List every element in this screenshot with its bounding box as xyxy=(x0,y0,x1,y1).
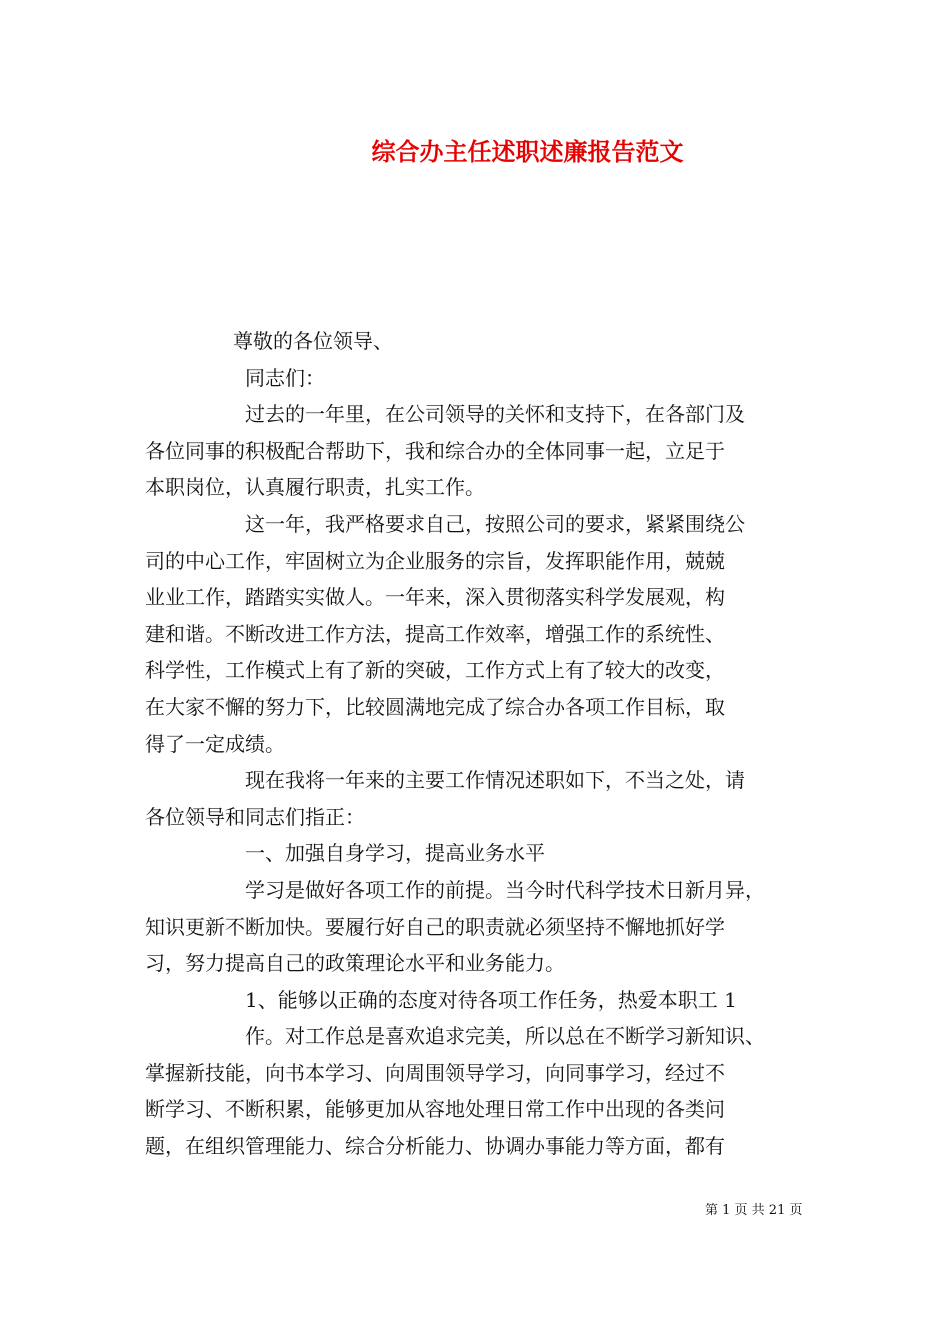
paragraph-line: 业业工作，踏踏实实做人。一年来，深入贯彻落实科学发展观，构 xyxy=(145,585,725,610)
paragraph-line: 作。对工作总是喜欢追求完美，所以总在不断学习新知识、 xyxy=(245,1024,765,1049)
paragraph-line: 1、能够以正确的态度对待各项工作任务，热爱本职工 1 xyxy=(245,987,737,1012)
document-title: 综合办主任述职述廉报告范文 xyxy=(371,137,684,166)
section-heading: 一、加强自身学习，提高业务水平 xyxy=(245,841,545,866)
paragraph-line: 学习是做好各项工作的前提。当今时代科学技术日新月异， xyxy=(245,877,765,902)
paragraph-line: 现在我将一年来的主要工作情况述职如下，不当之处，请 xyxy=(245,768,745,793)
paragraph-line: 本职岗位，认真履行职责，扎实工作。 xyxy=(145,475,485,500)
paragraph-line: 知识更新不断加快。要履行好自己的职责就必须坚持不懈地抓好学 xyxy=(145,914,725,939)
paragraph-line: 各位同事的积极配合帮助下，我和综合办的全体同事一起，立足于 xyxy=(145,438,725,463)
paragraph-line: 科学性，工作模式上有了新的突破，工作方式上有了较大的改变， xyxy=(145,658,725,683)
salutation-line: 尊敬的各位领导、 xyxy=(233,329,393,353)
salutation-line: 同志们： xyxy=(245,365,325,390)
paragraph-line: 这一年，我严格要求自己，按照公司的要求，紧紧围绕公 xyxy=(245,511,745,536)
page-number: 第 1 页 共 21 页 xyxy=(705,1203,803,1218)
paragraph-line: 题，在组织管理能力、综合分析能力、协调办事能力等方面，都有 xyxy=(145,1134,725,1159)
paragraph-line: 各位领导和同志们指正： xyxy=(145,804,365,829)
document-body xyxy=(145,323,815,1165)
paragraph-line: 建和谐。不断改进工作方法，提高工作效率，增强工作的系统性、 xyxy=(145,621,725,646)
paragraph-line: 断学习、不断积累，能够更加从容地处理日常工作中出现的各类问 xyxy=(145,1097,725,1122)
paragraph-line: 习，努力提高自己的政策理论水平和业务能力。 xyxy=(145,951,565,976)
paragraph-line: 司的中心工作，牢固树立为企业服务的宗旨，发挥职能作用，兢兢 xyxy=(145,548,725,573)
paragraph-line: 掌握新技能，向书本学习、向周围领导学习，向同事学习，经过不 xyxy=(145,1060,725,1085)
paragraph-line: 得了一定成绩。 xyxy=(145,731,285,756)
paragraph-line: 在大家不懈的努力下，比较圆满地完成了综合办各项工作目标，取 xyxy=(145,694,725,719)
paragraph-line: 过去的一年里，在公司领导的关怀和支持下，在各部门及 xyxy=(245,402,745,427)
